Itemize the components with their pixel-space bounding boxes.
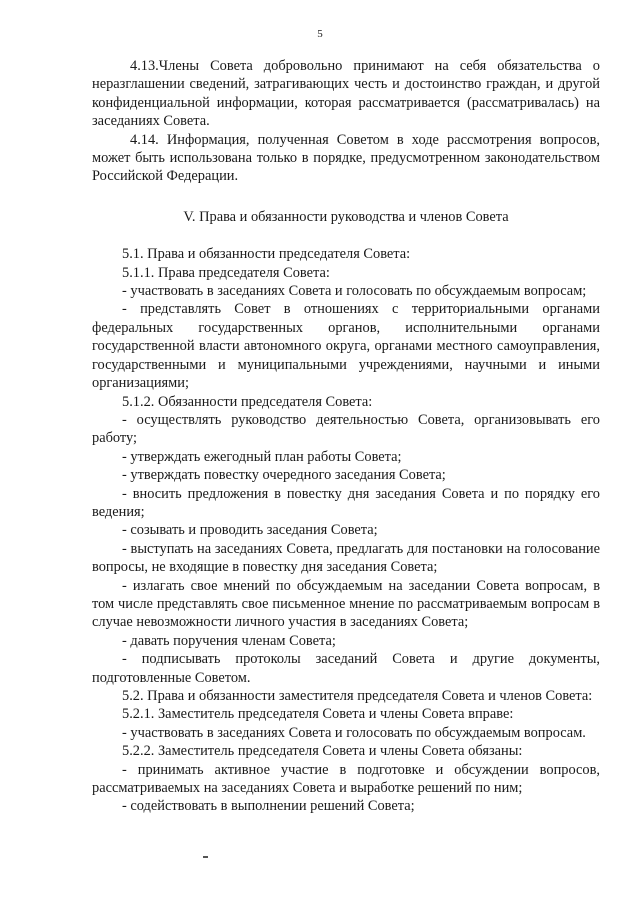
list-item: - участвовать в заседаниях Совета и голосовать по обсуждаемым вопросам;: [122, 283, 587, 300]
list-item: - утверждать повестку очередного заседания Совета;: [122, 467, 446, 484]
paragraph-5-2-2: 5.2.2. Заместитель председателя Совета и члены Совета обязаны:: [122, 743, 523, 760]
paragraph-5-1-1: 5.1.1. Права председателя Совета:: [122, 264, 330, 281]
list-item: - выступать на заседаниях Совета, предлагать для постановки на голосование вопросы, не входящие в повестку дня заседания Совета;: [92, 540, 600, 576]
list-item: - излагать свое мнений по обсуждаемым на заседании Совета вопросам, в том числе представлять свое письменное мнение по рассматриваемым вопросам в случае невозможности личного участия в заседаниях Совета;: [92, 577, 600, 631]
paragraph-4-13: 4.13.Члены Совета добровольно принимают на себя обязательства о неразглашении сведений, затрагивающих честь и достоинство граждан, и другой конфиденциальной информации, которая рассматривается (рассматривалась) на заседаниях Совета.: [92, 58, 600, 130]
list-item: - вносить предложения в повестку дня заседания Совета и по порядку его ведения;: [92, 485, 600, 520]
list-item: - участвовать в заседаниях Совета и голосовать по обсуждаемым вопросам.: [122, 724, 586, 741]
paragraph-5-1-2: 5.1.2. Обязанности председателя Совета:: [122, 393, 373, 410]
list-item: - давать поручения членам Совета;: [122, 632, 336, 649]
list-item: - содействовать в выполнении решений Совета;: [122, 798, 415, 815]
page-number: 5: [317, 28, 323, 40]
scan-speck: [203, 856, 208, 858]
list-item: - утверждать ежегодный план работы Совета;: [122, 448, 402, 465]
paragraph-5-1: 5.1. Права и обязанности председателя Совета:: [122, 246, 411, 263]
list-item: - подписывать протоколы заседаний Совета и другие документы, подготовленные Советом.: [92, 651, 600, 686]
paragraph-4-14: 4.14. Информация, полученная Советом в ходе рассмотрения вопросов, может быть использована только в порядке, предусмотренном законодательством Российской Федерации.: [92, 131, 600, 185]
list-item: - представлять Совет в отношениях с территориальными органами федеральных государственных органов, исполнительными органами государственной власти автономного округа, органами местного самоуправления, государственными и муниципальными учреждениями, научными и иными организациями;: [92, 301, 600, 392]
section-heading: V. Права и обязанности руководства и членов Совета: [183, 208, 509, 225]
list-item: - принимать активное участие в подготовке и обсуждении вопросов, рассматриваемых на заседаниях Совета и выработке решений по ним;: [92, 761, 600, 797]
list-item: - осуществлять руководство деятельностью Совета, организовывать его работу;: [92, 411, 600, 447]
paragraph-5-2-1: 5.2.1. Заместитель председателя Совета и члены Совета вправе:: [122, 706, 514, 723]
list-item: - созывать и проводить заседания Совета;: [122, 522, 378, 539]
paragraph-5-2: 5.2. Права и обязанности заместителя председателя Совета и членов Совета:: [122, 688, 593, 704]
document-body: [92, 57, 600, 816]
